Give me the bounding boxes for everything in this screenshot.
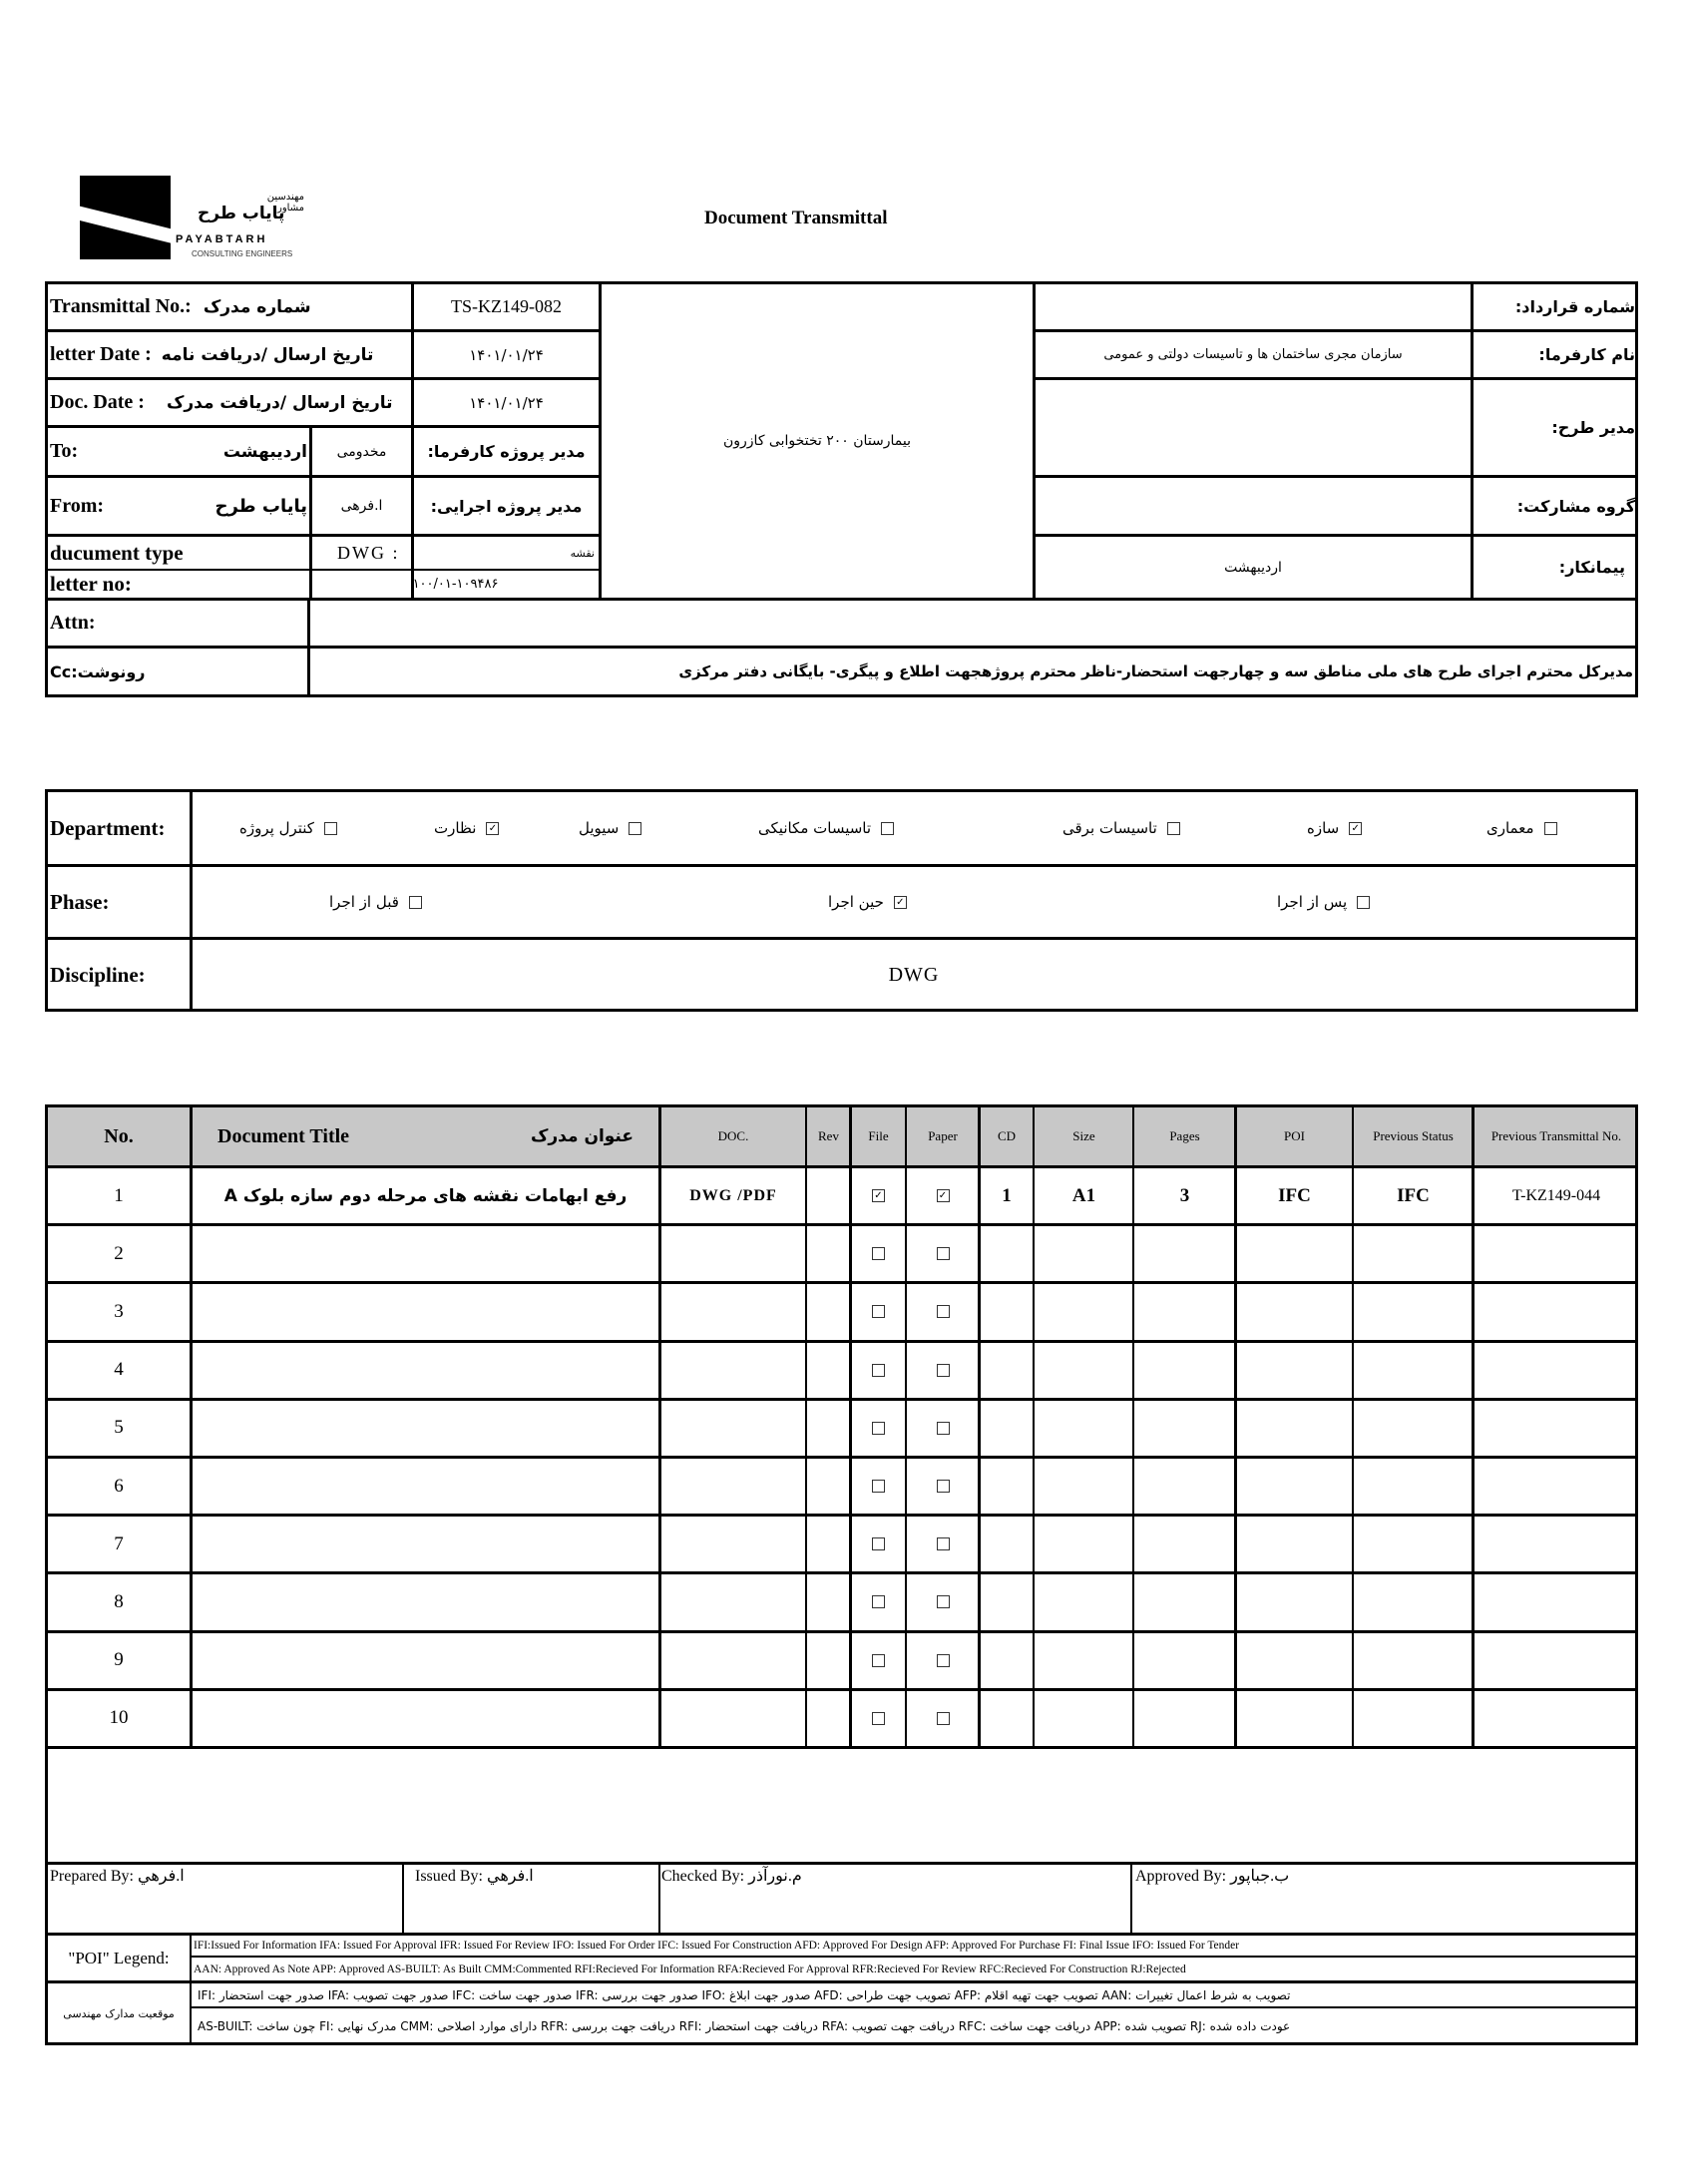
row-pages <box>1135 1517 1234 1571</box>
poi-legend-label: "POI" Legend: <box>68 1948 170 1967</box>
row-size <box>1036 1459 1132 1514</box>
column-header-size: Size <box>1072 1127 1095 1143</box>
row-rev <box>808 1401 849 1456</box>
checkbox-empty-icon[interactable] <box>1544 822 1557 835</box>
row-title[interactable] <box>193 1343 658 1398</box>
checkbox-empty-icon[interactable] <box>937 1480 950 1493</box>
doc-type-fa: نقشه <box>570 546 595 560</box>
row-rev <box>808 1226 849 1281</box>
employer-label: نام کارفرما: <box>1538 345 1635 364</box>
row-size <box>1036 1517 1132 1571</box>
checkbox-empty-icon[interactable] <box>937 1654 950 1667</box>
row-title[interactable] <box>193 1691 658 1746</box>
logo-subtitle-fa: مهندسین مشاور <box>266 192 304 214</box>
letter-date-label: letter Date : <box>50 343 152 365</box>
doc-type-label: ducument type <box>50 540 184 565</box>
column-header-no: No. <box>104 1125 134 1147</box>
row-no: 10 <box>109 1707 129 1729</box>
row-poi <box>1237 1517 1352 1571</box>
row-rev <box>808 1459 849 1514</box>
contract-no-label: شماره قرارداد: <box>1514 297 1635 316</box>
checkbox-empty-icon[interactable] <box>872 1305 885 1318</box>
checkbox-empty-icon[interactable] <box>409 896 422 909</box>
checkbox-empty-icon[interactable] <box>937 1422 950 1435</box>
prepared-by: Prepared By: ا.فرهي <box>50 1868 185 1885</box>
row-doc <box>661 1226 805 1281</box>
phase-option[interactable] <box>828 867 1028 937</box>
row-prev-transmittal <box>1475 1691 1638 1746</box>
attn-label: Attn: <box>50 612 96 634</box>
title-fa: عنوان مدرک <box>530 1126 633 1146</box>
row-poi <box>1237 1284 1352 1339</box>
row-paper-cell <box>908 1633 978 1688</box>
row-prev-status <box>1355 1633 1472 1688</box>
row-no: 4 <box>114 1359 124 1381</box>
column-header-title <box>193 1107 658 1165</box>
row-doc <box>661 1343 805 1398</box>
column-header-prev-status: Previous Status <box>1373 1127 1454 1143</box>
row-cd <box>981 1691 1033 1746</box>
client-pm-name: مخدومی <box>336 443 387 460</box>
department-option-label: تاسیسات مکانیکی <box>758 819 872 837</box>
checkbox-empty-icon[interactable] <box>872 1595 885 1608</box>
row-cd <box>981 1343 1033 1398</box>
department-option[interactable] <box>1062 792 1262 864</box>
row-no: 7 <box>114 1532 124 1554</box>
row-no: 2 <box>114 1242 124 1264</box>
row-prev-status <box>1355 1401 1472 1456</box>
cc-label: Cc:رونوشت <box>50 661 146 681</box>
row-prev-transmittal <box>1475 1517 1638 1571</box>
project-name: بیمارستان ۲۰۰ تختخوابی کازرون <box>722 433 912 449</box>
row-title[interactable] <box>193 1401 658 1456</box>
checkbox-empty-icon[interactable] <box>872 1712 885 1725</box>
row-rev <box>808 1633 849 1688</box>
row-pages <box>1135 1401 1234 1456</box>
row-poi: IFC <box>1278 1184 1311 1206</box>
letter-no-label: letter no: <box>50 572 132 596</box>
row-size <box>1036 1401 1132 1456</box>
row-pages <box>1135 1284 1234 1339</box>
checkbox-empty-icon[interactable] <box>872 1480 885 1493</box>
row-doc <box>661 1401 805 1456</box>
column-header-poi: POI <box>1284 1127 1305 1143</box>
page-title: Document Transmittal <box>704 208 888 228</box>
row-prev-status <box>1355 1517 1472 1571</box>
contractor-label: پیمانکار: <box>1558 558 1625 577</box>
row-no: 3 <box>114 1300 124 1322</box>
row-poi <box>1237 1459 1352 1514</box>
transmittal-no-label-fa: شماره مدرک <box>203 296 311 317</box>
logo-name-fa: پایاب طرح <box>198 204 285 223</box>
doc-date-label-fa: تاریخ ارسال /دریافت مدرک <box>166 392 393 413</box>
row-poi <box>1237 1691 1352 1746</box>
row-size <box>1036 1343 1132 1398</box>
row-title[interactable]: رفع ابهامات نقشه های مرحله دوم سازه بلوک A <box>223 1185 628 1206</box>
row-doc <box>661 1517 805 1571</box>
row-rev <box>808 1691 849 1746</box>
row-paper-cell <box>908 1574 978 1629</box>
row-title[interactable] <box>193 1633 658 1688</box>
fa-legend-label: موقعیت مدارک مهندسی <box>63 2006 175 2020</box>
row-pages <box>1135 1459 1234 1514</box>
issued-by: Issued By: ا.فرهي <box>415 1868 534 1885</box>
department-option-label: تاسیسات برقی <box>1062 819 1157 837</box>
row-no: 6 <box>114 1475 124 1497</box>
poi-legend-line-1: IFI:Issued For Information IFA: Issued For Approval IFR: Issued For Review IFO: Issued For Order IFC: Issued For Construction AFD: Approved For Design AFP: Approved For Purchase FI: Final Issue IFO: Issued For Tender <box>194 1940 1240 1952</box>
row-paper-cell <box>908 1517 978 1571</box>
row-poi <box>1237 1574 1352 1629</box>
row-size <box>1036 1574 1132 1629</box>
row-paper-cell <box>908 1691 978 1746</box>
from-label: From: <box>50 494 105 517</box>
row-file-cell <box>852 1517 905 1571</box>
checkbox-empty-icon[interactable] <box>324 822 337 835</box>
row-prev-status: IFC <box>1397 1184 1430 1206</box>
row-size <box>1036 1633 1132 1688</box>
row-cd <box>981 1517 1033 1571</box>
checkbox-checked-icon[interactable]: ✓ <box>894 896 907 909</box>
row-cd <box>981 1574 1033 1629</box>
logo-subtitle-en: CONSULTING ENGINEERS <box>192 249 293 258</box>
row-doc <box>661 1459 805 1514</box>
doc-type-value: DWG : <box>337 542 400 563</box>
row-no: 5 <box>114 1417 124 1439</box>
row-pages <box>1135 1574 1234 1629</box>
row-file-cell <box>852 1459 905 1514</box>
letter-date-value: ۱۴۰۱/۰۱/۲۴ <box>469 345 544 364</box>
row-prev-transmittal <box>1475 1343 1638 1398</box>
employer-value: سازمان مجری ساختمان ها و تاسیسات دولتی و عمومی <box>1103 347 1403 362</box>
cc-value: مدیرکل محترم اجرای طرح های ملی مناطق سه و چهارجهت استحضار-ناظر محترم پروژهجهت اطلاع و پیگری- بایگانی دفتر مرکزی <box>678 662 1633 680</box>
approved-by: Approved By: ب.جباپور <box>1135 1868 1290 1885</box>
row-pages <box>1135 1226 1234 1281</box>
row-prev-transmittal <box>1475 1401 1638 1456</box>
row-size <box>1036 1226 1132 1281</box>
logo-name-en: PAYABTARH <box>176 233 268 245</box>
row-doc <box>661 1284 805 1339</box>
row-cd <box>981 1633 1033 1688</box>
row-file-cell <box>852 1343 905 1398</box>
row-prev-status <box>1355 1284 1472 1339</box>
transmittal-no-value: TS-KZ149-082 <box>451 296 562 316</box>
row-prev-transmittal <box>1475 1226 1638 1281</box>
checkbox-checked-icon[interactable]: ✓ <box>872 1189 885 1202</box>
row-prev-status <box>1355 1343 1472 1398</box>
checkbox-empty-icon[interactable] <box>937 1364 950 1377</box>
row-prev-transmittal <box>1475 1574 1638 1629</box>
doc-date-label: Doc. Date : <box>50 391 145 413</box>
partnership-label: گروه مشارکت: <box>1516 496 1635 516</box>
transmittal-no-label: Transmittal No.: <box>50 295 192 317</box>
letter-no-value: ۱۰۰/۰۱-۱۰۹۴۸۶ <box>412 577 499 592</box>
letter-date-label-fa: تاریخ ارسال /دریافت نامه <box>161 344 374 365</box>
row-title[interactable] <box>193 1284 658 1339</box>
client-pm-label: مدیر پروژه کارفرما: <box>427 442 586 461</box>
row-rev <box>808 1284 849 1339</box>
phase-option[interactable] <box>1277 867 1477 937</box>
department-option[interactable] <box>239 792 439 864</box>
row-file-cell <box>852 1574 905 1629</box>
row-cd <box>981 1401 1033 1456</box>
contractor-value: اردیبهشت <box>1224 559 1282 576</box>
row-prev-status <box>1355 1459 1472 1514</box>
row-cd <box>981 1226 1033 1281</box>
discipline-value: DWG <box>888 963 940 986</box>
row-cd <box>981 1459 1033 1514</box>
department-label: Department: <box>50 815 166 840</box>
row-cd: 1 <box>1002 1184 1012 1206</box>
row-paper-cell <box>908 1284 978 1339</box>
title-en: Document Title <box>217 1124 350 1147</box>
row-no: 1 <box>114 1184 124 1206</box>
row-title[interactable] <box>193 1226 658 1281</box>
department-option-label: کنترل پروژه <box>239 819 314 837</box>
logo-mark-icon <box>80 176 171 259</box>
row-doc <box>661 1633 805 1688</box>
checkbox-empty-icon[interactable] <box>1167 822 1180 835</box>
department-option-label: نظارت <box>434 819 477 837</box>
attn-value <box>310 601 1635 646</box>
row-rev <box>808 1517 849 1571</box>
department-option-label: سازه <box>1307 819 1340 837</box>
row-prev-status <box>1355 1226 1472 1281</box>
column-header-paper: Paper <box>928 1127 958 1143</box>
row-title[interactable] <box>193 1517 658 1571</box>
row-file-cell <box>852 1226 905 1281</box>
exec-pm-label: مدیر پروژه اجرایی: <box>430 496 583 516</box>
partnership-value <box>1036 478 1471 534</box>
checkbox-checked-icon[interactable]: ✓ <box>1349 822 1362 835</box>
row-file-cell <box>852 1691 905 1746</box>
row-poi <box>1237 1401 1352 1456</box>
row-file-cell <box>852 1284 905 1339</box>
row-paper-cell <box>908 1168 978 1223</box>
plan-manager-label: مدیر طرح: <box>1551 418 1635 437</box>
row-doc <box>661 1691 805 1746</box>
department-option[interactable] <box>1486 792 1686 864</box>
checkbox-empty-icon[interactable] <box>881 822 894 835</box>
checkbox-empty-icon[interactable] <box>872 1422 885 1435</box>
plan-manager-value <box>1036 380 1471 475</box>
column-header-rev: Rev <box>818 1127 839 1143</box>
checkbox-checked-icon[interactable]: ✓ <box>486 822 499 835</box>
column-header-cd: CD <box>997 1127 1017 1143</box>
row-title[interactable] <box>193 1574 658 1629</box>
row-poi <box>1237 1633 1352 1688</box>
row-prev-status <box>1355 1574 1472 1629</box>
row-prev-transmittal <box>1475 1633 1638 1688</box>
poi-legend-line-2: AAN: Approved As Note APP: Approved AS-BUILT: As Built CMM:Commented RFI:Recieved For Information RFA:Recieved For Approval RFR:Recieved For Review RFC:Recieved For Construction RJ:Rejected <box>194 1963 1186 1975</box>
to-value: اردیبهشت <box>222 441 307 462</box>
column-header-pages: Pages <box>1169 1127 1200 1143</box>
exec-pm-name: ا.فرهی <box>340 498 383 514</box>
checkbox-empty-icon[interactable] <box>937 1712 950 1725</box>
checkbox-empty-icon[interactable] <box>872 1247 885 1260</box>
department-option[interactable] <box>1307 792 1506 864</box>
checkbox-empty-icon[interactable] <box>937 1537 950 1550</box>
phase-option[interactable] <box>329 867 529 937</box>
phase-option-label: حین اجرا <box>828 893 884 911</box>
row-size <box>1036 1691 1132 1746</box>
column-header-doc: DOC. <box>717 1127 749 1143</box>
department-option[interactable] <box>758 792 958 864</box>
row-paper-cell <box>908 1401 978 1456</box>
row-cd <box>981 1284 1033 1339</box>
row-file-cell <box>852 1633 905 1688</box>
row-rev <box>808 1343 849 1398</box>
row-prev-transmittal: T-KZ149-044 <box>1511 1186 1601 1204</box>
row-pages: 3 <box>1179 1184 1190 1206</box>
row-paper-cell <box>908 1343 978 1398</box>
checkbox-empty-icon[interactable] <box>872 1537 885 1550</box>
row-doc: DWG /PDF <box>689 1186 777 1204</box>
phase-label: Phase: <box>50 889 110 914</box>
row-prev-transmittal <box>1475 1459 1638 1514</box>
contract-no-value <box>1036 284 1471 329</box>
checkbox-empty-icon[interactable] <box>872 1364 885 1377</box>
row-paper-cell <box>908 1459 978 1514</box>
row-rev <box>808 1574 849 1629</box>
row-prev-status <box>1355 1691 1472 1746</box>
row-pages <box>1135 1343 1234 1398</box>
checked-by: Checked By: م.نورآذر <box>661 1868 802 1885</box>
column-header-prev-transmittal: Previous Transmittal No. <box>1490 1127 1622 1143</box>
column-header-file: File <box>868 1127 889 1143</box>
from-value: پایاب طرح <box>214 495 307 517</box>
doc-date-value: ۱۴۰۱/۰۱/۲۴ <box>469 393 544 412</box>
row-poi <box>1237 1343 1352 1398</box>
row-title[interactable] <box>193 1459 658 1514</box>
company-logo <box>80 176 304 261</box>
discipline-label: Discipline: <box>50 962 146 987</box>
row-paper-cell <box>908 1226 978 1281</box>
checkbox-empty-icon[interactable] <box>937 1247 950 1260</box>
checkbox-empty-icon[interactable] <box>937 1595 950 1608</box>
checkbox-empty-icon[interactable] <box>937 1305 950 1318</box>
row-doc <box>661 1574 805 1629</box>
row-rev <box>808 1168 849 1223</box>
row-no: 9 <box>114 1649 124 1671</box>
department-option[interactable] <box>434 792 633 864</box>
row-poi <box>1237 1226 1352 1281</box>
fa-legend-line-2: AS-BUILT: چون ساخت FI: مدرک نهایی CMM: دارای موارد اصلاحی RFR: دریافت جهت بررسی RFI: دریافت جهت استحضار RFA: دریافت جهت تصویب RFC: دریافت جهت ساخت APP: تصویب شده RJ: عودت داده شده <box>198 2018 1291 2033</box>
row-file-cell <box>852 1168 905 1223</box>
row-prev-transmittal <box>1475 1284 1638 1339</box>
row-file-cell <box>852 1401 905 1456</box>
row-no: 8 <box>114 1590 124 1612</box>
checkbox-empty-icon[interactable] <box>1357 896 1370 909</box>
phase-option-label: پس از اجرا <box>1277 893 1348 911</box>
row-pages <box>1135 1633 1234 1688</box>
department-option-label: معماری <box>1486 819 1534 837</box>
phase-option-label: قبل از اجرا <box>329 893 399 911</box>
department-option-label: سیویل <box>579 819 620 837</box>
checkbox-empty-icon[interactable] <box>872 1654 885 1667</box>
checkbox-checked-icon[interactable]: ✓ <box>937 1189 950 1202</box>
row-size: A1 <box>1071 1184 1096 1206</box>
to-label: To: <box>50 440 79 462</box>
row-pages <box>1135 1691 1234 1746</box>
fa-legend-line-1: IFI: صدور جهت استحضار IFA: صدور جهت تصویب IFC: صدور جهت ساخت IFR: صدور جهت بررسی IFO: صدور جهت ابلاغ AFD: تصویب جهت طراحی AFP: تصویب جهت تهیه اقلام AAN: تصویب به شرط اعمال تغییرات <box>198 1987 1291 2002</box>
row-size <box>1036 1284 1132 1339</box>
